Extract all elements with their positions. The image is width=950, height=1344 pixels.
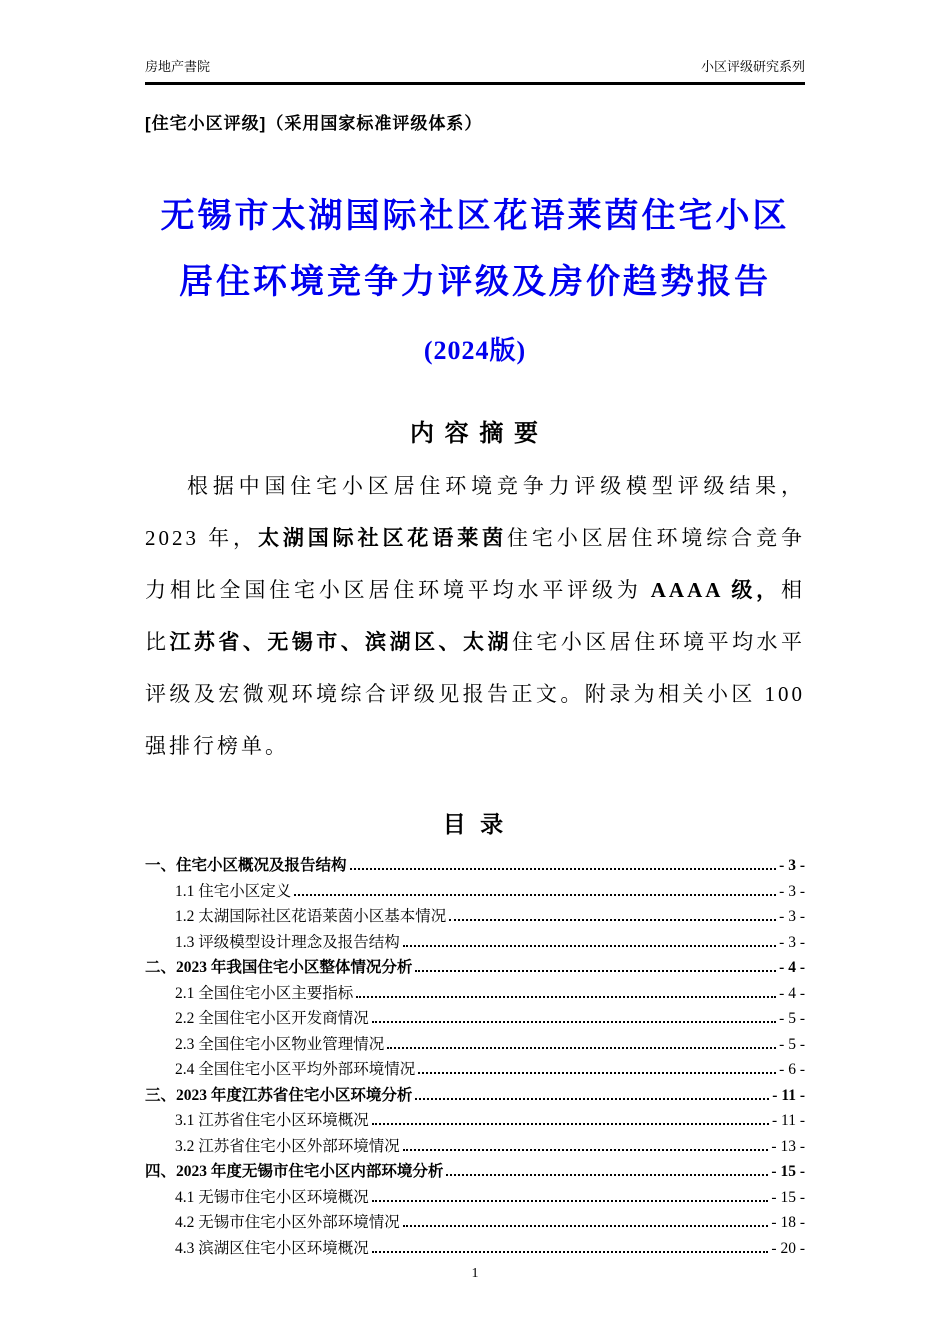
summary-text: 住宅小区居住环境平均水平评级及宏微观环境综合评级见报告正文。附录为相关小区 100 强排行榜单。 xyxy=(145,630,806,758)
toc-entry-page-number: - 3 - xyxy=(779,882,805,900)
toc-entry xyxy=(145,1236,805,1262)
toc-dot-leader xyxy=(387,1047,776,1049)
toc-entry-page-number: - 6 - xyxy=(779,1061,805,1078)
toc-entry-page-number: - 4 - xyxy=(779,984,805,1002)
toc-entry xyxy=(145,955,805,981)
toc-entry xyxy=(145,1108,805,1134)
summary-heading: 内 容 摘 要 xyxy=(409,420,540,447)
toc-dot-leader xyxy=(350,868,777,870)
toc-dot-leader xyxy=(372,1021,776,1023)
toc-entry-label: 1.1 住宅小区定义 xyxy=(175,882,292,900)
page-header xyxy=(145,56,805,82)
toc-dot-leader xyxy=(415,970,776,972)
summary-text: 住宅小区居住环境综合竞争力相比全国住宅小区居住环境平均水平评级为 xyxy=(145,526,805,602)
toc-entry xyxy=(145,981,805,1007)
toc-entry-page-number: - 11 - xyxy=(772,1112,805,1129)
footer-page-number: 1 xyxy=(471,1266,479,1281)
summary-text: 根据中国住宅小区居住环境竞争力评级模型评级结果，2023 年， xyxy=(145,474,805,550)
toc-entry-label: 一、住宅小区概况及报告结构 xyxy=(145,857,347,874)
toc-dot-leader xyxy=(403,945,776,947)
toc-entry-page-number: - 18 - xyxy=(771,1214,805,1231)
toc-entry-page-number: - 15 - xyxy=(771,1188,805,1206)
toc-entry xyxy=(145,853,805,879)
report-type-line: [住宅小区评级]（采用国家标准评级体系） xyxy=(145,114,483,133)
toc-entry-label: 4.3 滨湖区住宅小区环境概况 xyxy=(175,1239,369,1257)
toc-entry-label: 4.1 无锡市住宅小区环境概况 xyxy=(175,1188,369,1206)
toc-entry-page-number: - 13 - xyxy=(771,1137,805,1155)
toc-entry-label: 3.1 江苏省住宅小区环境概况 xyxy=(175,1112,369,1129)
toc-dot-leader xyxy=(372,1251,769,1253)
toc-entry-label: 1.3 评级模型设计理念及报告结构 xyxy=(175,933,400,951)
toc-entry-page-number: - 5 - xyxy=(779,1035,805,1053)
summary-paragraph xyxy=(145,460,805,772)
report-edition: (2024版) xyxy=(423,336,527,365)
toc-heading: 目 录 xyxy=(442,811,508,837)
toc-entry-label: 二、2023 年我国住宅小区整体情况分析 xyxy=(145,959,413,976)
toc-entry xyxy=(145,879,805,905)
toc-entry-page-number: - 4 - xyxy=(779,959,805,976)
report-title-line2: 居住环境竞争力评级及房价趋势报告 xyxy=(179,264,771,301)
toc-entry xyxy=(145,1210,805,1236)
toc-entry xyxy=(145,1057,805,1083)
toc-entry-label: 4.2 无锡市住宅小区外部环境情况 xyxy=(175,1214,400,1231)
toc-entry xyxy=(145,1159,805,1185)
toc-dot-leader xyxy=(449,919,776,921)
toc-entry-label: 2.3 全国住宅小区物业管理情况 xyxy=(175,1035,385,1053)
toc-entry xyxy=(145,1083,805,1109)
toc-entry-page-number: - 5 - xyxy=(779,1010,805,1027)
toc-entry-label: 1.2 太湖国际社区花语莱茵小区基本情况 xyxy=(175,908,447,925)
toc-dot-leader xyxy=(418,1072,776,1074)
toc-entry xyxy=(145,904,805,930)
toc-entry-label: 2.2 全国住宅小区开发商情况 xyxy=(175,1010,369,1027)
toc-entry xyxy=(145,1006,805,1032)
report-title xyxy=(145,184,805,367)
toc-entry-page-number: - 3 - xyxy=(779,908,805,925)
header-divider xyxy=(145,82,805,85)
toc-dot-leader xyxy=(372,1123,769,1125)
toc-entry xyxy=(145,1032,805,1058)
toc-entry-page-number: - 20 - xyxy=(771,1239,805,1257)
report-title-line1: 无锡市太湖国际社区花语莱茵住宅小区 xyxy=(160,198,790,235)
toc-entry-label: 2.1 全国住宅小区主要指标 xyxy=(175,984,354,1002)
toc-dot-leader xyxy=(415,1098,769,1100)
toc-entry-label: 3.2 江苏省住宅小区外部环境情况 xyxy=(175,1137,400,1155)
toc-entry-page-number: - 11 - xyxy=(772,1086,805,1104)
header-right-text: 小区评级研究系列 xyxy=(700,59,805,74)
summary-text: 相比 xyxy=(145,578,805,654)
toc-dot-leader xyxy=(356,996,776,998)
header-left-text: 房地产書院 xyxy=(145,59,211,74)
toc-dot-leader xyxy=(446,1174,768,1176)
toc-entry-label: 四、2023 年度无锡市住宅小区内部环境分析 xyxy=(145,1163,444,1180)
toc-dot-leader xyxy=(294,894,776,896)
toc-entry xyxy=(145,1134,805,1160)
toc-entry-label: 2.4 全国住宅小区平均外部环境情况 xyxy=(175,1061,416,1078)
toc-dot-leader xyxy=(403,1225,769,1227)
toc-entry xyxy=(145,930,805,956)
summary-bold-text: 太湖国际社区花语莱茵 xyxy=(257,526,508,550)
toc-entry xyxy=(145,1185,805,1211)
toc-entry-page-number: - 3 - xyxy=(779,857,805,874)
toc-list xyxy=(145,853,805,1261)
toc-dot-leader xyxy=(372,1200,769,1202)
toc-dot-leader xyxy=(403,1149,769,1151)
summary-bold-text: AAAA 级， xyxy=(650,578,781,602)
toc-entry-page-number: - 15 - xyxy=(771,1163,805,1180)
summary-bold-text: 江苏省、无锡市、滨湖区、太湖 xyxy=(169,630,512,654)
toc-entry-page-number: - 3 - xyxy=(779,933,805,951)
toc-entry-label: 三、2023 年度江苏省住宅小区环境分析 xyxy=(145,1086,413,1104)
